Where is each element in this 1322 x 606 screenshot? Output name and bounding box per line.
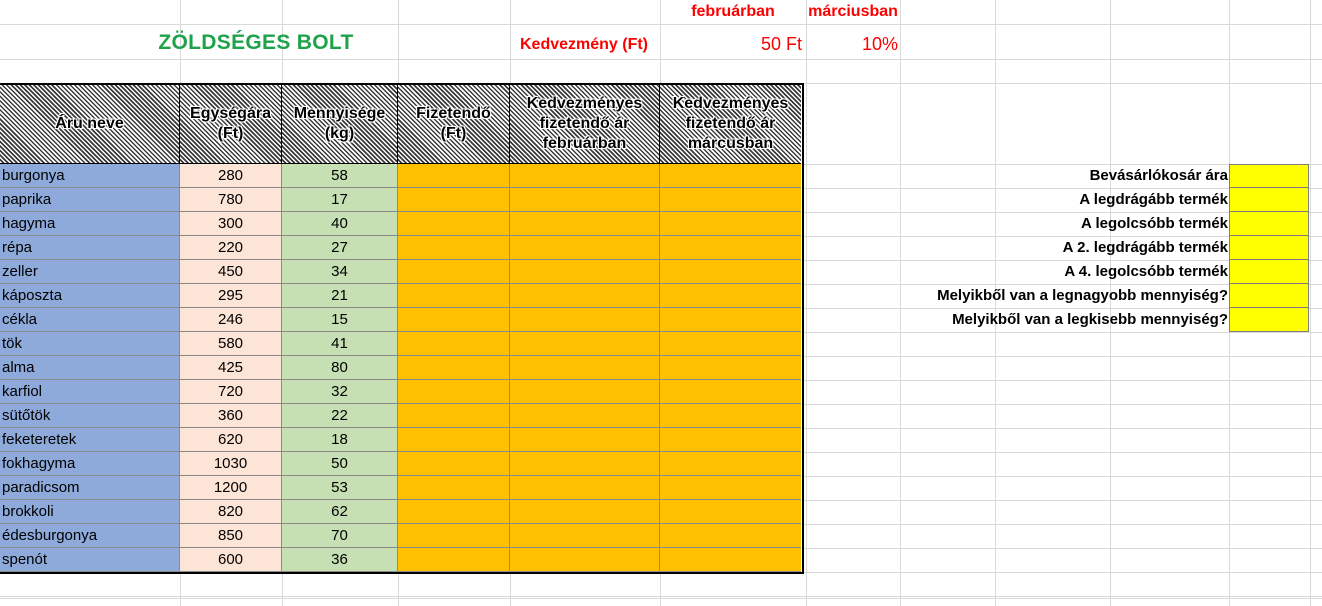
table-row bbox=[0, 212, 801, 236]
discount-february-cell[interactable] bbox=[510, 260, 660, 284]
discount-march-cell[interactable] bbox=[660, 380, 801, 404]
discount-february-cell[interactable] bbox=[510, 524, 660, 548]
discount-march-cell[interactable] bbox=[660, 404, 801, 428]
stat-label: A legdrágább termék bbox=[1079, 191, 1228, 208]
table-row bbox=[0, 164, 801, 188]
discount-march-cell[interactable] bbox=[660, 476, 801, 500]
unit-price-cell[interactable]: 425 bbox=[180, 356, 282, 380]
table-row bbox=[0, 428, 801, 452]
header-discount-march[interactable]: Kedvezményes fizetendő ár márcusban bbox=[660, 85, 801, 164]
product-name-cell[interactable]: alma bbox=[0, 356, 180, 380]
discount-february-cell[interactable] bbox=[510, 212, 660, 236]
discount-february-cell[interactable] bbox=[510, 356, 660, 380]
table-row bbox=[0, 452, 801, 476]
discount-february-cell[interactable] bbox=[510, 188, 660, 212]
product-name-cell[interactable]: fokhagyma bbox=[0, 452, 180, 476]
discount-february-cell[interactable] bbox=[510, 380, 660, 404]
header-unit-price[interactable]: Egységára (Ft) bbox=[180, 85, 282, 164]
table-row bbox=[0, 380, 801, 404]
payable-cell[interactable] bbox=[398, 476, 510, 500]
month-label-march: márciusban bbox=[808, 3, 898, 20]
discount-march-cell[interactable] bbox=[660, 212, 801, 236]
stat-answer-cell[interactable] bbox=[1229, 260, 1309, 284]
product-name-cell[interactable]: hagyma bbox=[0, 212, 180, 236]
stat-label: Melyikből van a legkisebb mennyiség? bbox=[952, 311, 1228, 328]
unit-price-cell[interactable]: 220 bbox=[180, 236, 282, 260]
payable-cell[interactable] bbox=[398, 428, 510, 452]
payable-cell[interactable] bbox=[398, 284, 510, 308]
unit-price-cell[interactable]: 295 bbox=[180, 284, 282, 308]
stat-answer-cell[interactable] bbox=[1229, 308, 1309, 332]
table-row bbox=[0, 356, 801, 380]
discount-february-cell[interactable] bbox=[510, 164, 660, 188]
product-name-cell[interactable]: cékla bbox=[0, 308, 180, 332]
unit-price-cell[interactable]: 620 bbox=[180, 428, 282, 452]
header-discount-february[interactable]: Kedvezményes fizetendő ár februárban bbox=[510, 85, 660, 164]
product-name-cell[interactable]: karfiol bbox=[0, 380, 180, 404]
discount-march-cell[interactable] bbox=[660, 428, 801, 452]
unit-price-cell[interactable]: 300 bbox=[180, 212, 282, 236]
stat-label: Melyikből van a legnagyobb mennyiség? bbox=[937, 287, 1228, 304]
stat-label: A legolcsóbb termék bbox=[1081, 215, 1228, 232]
product-name-cell[interactable]: spenót bbox=[0, 548, 180, 572]
discount-value-march[interactable]: 10% bbox=[861, 34, 898, 54]
unit-price-cell[interactable]: 1200 bbox=[180, 476, 282, 500]
payable-cell[interactable] bbox=[398, 308, 510, 332]
discount-march-cell[interactable] bbox=[660, 236, 801, 260]
product-name-cell[interactable]: feketeretek bbox=[0, 428, 180, 452]
discount-march-cell[interactable] bbox=[660, 260, 801, 284]
unit-price-cell[interactable]: 780 bbox=[180, 188, 282, 212]
unit-price-cell[interactable]: 280 bbox=[180, 164, 282, 188]
discount-february-cell[interactable] bbox=[510, 500, 660, 524]
page-title: ZÖLDSÉGES BOLT bbox=[158, 31, 354, 54]
table-row bbox=[0, 404, 801, 428]
quantity-cell[interactable]: 80 bbox=[282, 356, 398, 380]
unit-price-cell[interactable]: 246 bbox=[180, 308, 282, 332]
table-row bbox=[0, 188, 801, 212]
product-name-cell[interactable]: paprika bbox=[0, 188, 180, 212]
stat-label: Bevásárlókosár ára bbox=[1089, 167, 1228, 184]
discount-march-cell[interactable] bbox=[660, 308, 801, 332]
quantity-cell[interactable]: 36 bbox=[282, 548, 398, 572]
payable-cell[interactable] bbox=[398, 404, 510, 428]
header-product-name[interactable]: Áru neve bbox=[0, 85, 180, 164]
unit-price-cell[interactable]: 600 bbox=[180, 548, 282, 572]
discount-march-cell[interactable] bbox=[660, 452, 801, 476]
product-name-cell[interactable]: brokkoli bbox=[0, 500, 180, 524]
quantity-cell[interactable]: 15 bbox=[282, 308, 398, 332]
unit-price-cell[interactable]: 720 bbox=[180, 380, 282, 404]
product-name-cell[interactable]: sütőtök bbox=[0, 404, 180, 428]
quantity-cell[interactable]: 27 bbox=[282, 236, 398, 260]
stat-label: A 4. legolcsóbb termék bbox=[1064, 263, 1228, 280]
discount-february-cell[interactable] bbox=[510, 428, 660, 452]
stat-answer-cell[interactable] bbox=[1229, 164, 1309, 188]
quantity-cell[interactable]: 40 bbox=[282, 212, 398, 236]
payable-cell[interactable] bbox=[398, 356, 510, 380]
quantity-cell[interactable]: 22 bbox=[282, 404, 398, 428]
payable-cell[interactable] bbox=[398, 188, 510, 212]
discount-value-february[interactable]: 50 Ft bbox=[760, 34, 802, 54]
payable-cell[interactable] bbox=[398, 212, 510, 236]
quantity-cell[interactable]: 41 bbox=[282, 332, 398, 356]
discount-february-cell[interactable] bbox=[510, 548, 660, 572]
product-name-cell[interactable]: répa bbox=[0, 236, 180, 260]
payable-cell[interactable] bbox=[398, 452, 510, 476]
quantity-cell[interactable]: 21 bbox=[282, 284, 398, 308]
product-name-cell[interactable]: tök bbox=[0, 332, 180, 356]
payable-cell[interactable] bbox=[398, 236, 510, 260]
discount-march-cell[interactable] bbox=[660, 332, 801, 356]
discount-march-cell[interactable] bbox=[660, 356, 801, 380]
stat-answer-cell[interactable] bbox=[1229, 188, 1309, 212]
quantity-cell[interactable]: 62 bbox=[282, 500, 398, 524]
quantity-cell[interactable]: 34 bbox=[282, 260, 398, 284]
table-row bbox=[0, 308, 801, 332]
unit-price-cell[interactable]: 820 bbox=[180, 500, 282, 524]
quantity-cell[interactable]: 17 bbox=[282, 188, 398, 212]
stat-answer-cell[interactable] bbox=[1229, 236, 1309, 260]
table-row bbox=[0, 548, 801, 572]
payable-cell[interactable] bbox=[398, 500, 510, 524]
table-row bbox=[0, 284, 801, 308]
header-payable[interactable]: Fizetendő (Ft) bbox=[398, 85, 510, 164]
payable-cell[interactable] bbox=[398, 164, 510, 188]
discount-february-cell[interactable] bbox=[510, 236, 660, 260]
quantity-cell[interactable]: 58 bbox=[282, 164, 398, 188]
quantity-cell[interactable]: 70 bbox=[282, 524, 398, 548]
product-name-cell[interactable]: édesburgonya bbox=[0, 524, 180, 548]
table-row bbox=[0, 332, 801, 356]
unit-price-cell[interactable]: 1030 bbox=[180, 452, 282, 476]
product-name-cell[interactable]: zeller bbox=[0, 260, 180, 284]
payable-cell[interactable] bbox=[398, 524, 510, 548]
payable-cell[interactable] bbox=[398, 260, 510, 284]
discount-march-cell[interactable] bbox=[660, 188, 801, 212]
discount-february-cell[interactable] bbox=[510, 404, 660, 428]
table-row bbox=[0, 476, 801, 500]
table-row bbox=[0, 236, 801, 260]
header-quantity[interactable]: Mennyisége (kg) bbox=[282, 85, 398, 164]
table-row bbox=[0, 524, 801, 548]
stat-answer-cell[interactable] bbox=[1229, 284, 1309, 308]
product-name-cell[interactable]: burgonya bbox=[0, 164, 180, 188]
discount-march-cell[interactable] bbox=[660, 524, 801, 548]
discount-march-cell[interactable] bbox=[660, 164, 801, 188]
quantity-cell[interactable]: 32 bbox=[282, 380, 398, 404]
table-row bbox=[0, 260, 801, 284]
unit-price-cell[interactable]: 850 bbox=[180, 524, 282, 548]
payable-cell[interactable] bbox=[398, 332, 510, 356]
stat-label: A 2. legdrágább termék bbox=[1062, 239, 1228, 256]
vegetable-price-table bbox=[0, 83, 804, 574]
discount-march-cell[interactable] bbox=[660, 548, 801, 572]
product-name-cell[interactable]: káposzta bbox=[0, 284, 180, 308]
unit-price-cell[interactable]: 360 bbox=[180, 404, 282, 428]
quantity-cell[interactable]: 18 bbox=[282, 428, 398, 452]
discount-february-cell[interactable] bbox=[510, 332, 660, 356]
discount-march-cell[interactable] bbox=[660, 500, 801, 524]
payable-cell[interactable] bbox=[398, 548, 510, 572]
table-row bbox=[0, 500, 801, 524]
payable-cell[interactable] bbox=[398, 380, 510, 404]
discount-february-cell[interactable] bbox=[510, 452, 660, 476]
discount-february-cell[interactable] bbox=[510, 284, 660, 308]
unit-price-cell[interactable]: 580 bbox=[180, 332, 282, 356]
product-name-cell[interactable]: paradicsom bbox=[0, 476, 180, 500]
discount-march-cell[interactable] bbox=[660, 284, 801, 308]
stat-answer-cell[interactable] bbox=[1229, 212, 1309, 236]
discount-february-cell[interactable] bbox=[510, 476, 660, 500]
discount-label: Kedvezmény (Ft) bbox=[519, 36, 649, 53]
quantity-cell[interactable]: 53 bbox=[282, 476, 398, 500]
discount-february-cell[interactable] bbox=[510, 308, 660, 332]
unit-price-cell[interactable]: 450 bbox=[180, 260, 282, 284]
month-label-february: februárban bbox=[691, 3, 775, 20]
quantity-cell[interactable]: 50 bbox=[282, 452, 398, 476]
